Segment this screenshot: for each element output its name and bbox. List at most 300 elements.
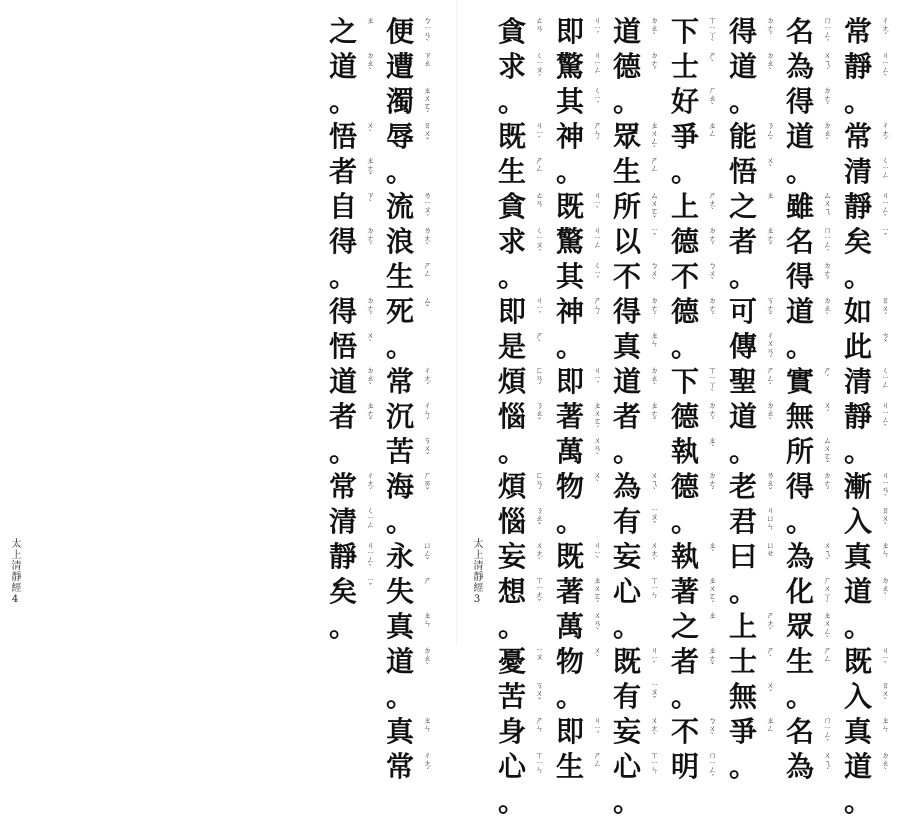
punctuation-mark: 。 [555,680,584,713]
character-cell [496,154,554,189]
zhuyin-annotation: ㄓㄥ [708,121,717,137]
hanzi-character: 可 [728,295,757,328]
zhuyin-annotation: ㄒㄧㄣ [650,576,659,599]
character-cell [554,259,612,294]
character-cell [554,469,612,504]
hanzi-character: 身 [497,715,526,748]
character-cell [669,329,727,364]
hanzi-character: 即 [555,15,584,48]
character-cell [554,329,612,364]
hanzi-character: 聖 [728,365,757,398]
character-cell [727,14,785,49]
character-cell [842,644,900,679]
character-cell [727,294,785,329]
zhuyin-annotation: ㄑㄧㄡˊ [535,226,544,258]
punctuation-mark: 。 [843,610,872,643]
hanzi-character: 靜 [843,190,872,223]
punctuation-mark: 。 [728,435,757,468]
zhuyin-annotation: ㄉㄜˊ [650,296,659,321]
zhuyin-annotation: ㄓㄜˇ [766,226,775,251]
hanzi-character: 道 [728,50,757,83]
zhuyin-annotation: ㄖㄨˇ [423,121,432,146]
character-cell [384,189,442,224]
zhuyin-annotation: ㄧㄡˇ [650,506,659,530]
hanzi-character: 真 [385,610,414,643]
zhuyin-annotation: ㄐㄧˋ [650,646,659,670]
hanzi-character: 者 [670,645,699,678]
character-cell [496,644,554,679]
zhuyin-annotation: ㄊㄢ [535,16,544,32]
character-cell [669,189,727,224]
hanzi-character: 靜 [843,50,872,83]
zhuyin-annotation: ㄉㄠˋ [366,51,375,76]
hanzi-character: 生 [497,155,526,188]
punctuation-mark: 。 [385,155,414,188]
punctuation-mark: 。 [385,330,414,363]
character-cell [727,749,785,784]
character-cell [496,574,554,609]
zhuyin-annotation: ㄩㄝ [766,541,775,557]
zhuyin-annotation: ㄧˇ [881,226,890,242]
hanzi-character: 化 [785,575,814,608]
character-cell [727,364,785,399]
zhuyin-annotation: ㄅㄨˋ [650,261,659,286]
hanzi-character: 苦 [497,680,526,713]
character-cell [842,469,900,504]
character-cell [727,609,785,644]
zhuyin-annotation: ㄐㄩㄣ [766,506,775,530]
character-cell [327,119,385,154]
character-cell [554,84,612,119]
character-cell [727,469,785,504]
hanzi-character: 得 [612,295,641,328]
punctuation-mark: 。 [728,85,757,118]
character-cell [611,714,669,749]
punctuation-mark: 。 [328,435,357,468]
hanzi-character: 神 [555,295,584,328]
hanzi-character: 悟 [728,155,757,188]
zhuyin-annotation: ㄧㄡˇ [650,681,659,705]
character-cell [554,14,612,49]
zhuyin-annotation: ㄔㄤˊ [366,471,375,496]
hanzi-character: 士 [670,50,699,83]
hanzi-character: 其 [555,260,584,293]
zhuyin-annotation: ㄇㄧㄥˊ [823,716,832,748]
character-cell [611,154,669,189]
hanzi-character: 是 [497,330,526,363]
zhuyin-annotation: ㄋㄠˇ [535,506,544,531]
character-cell [784,294,842,329]
character-cell [727,189,785,224]
zhuyin-annotation: ㄨˋ [366,331,375,348]
character-cell [327,189,385,224]
hanzi-character: 不 [670,715,699,748]
character-cell [384,364,442,399]
hanzi-character: 既 [555,540,584,573]
zhuyin-annotation: ㄩㄥˇ [423,541,432,566]
zhuyin-annotation: ㄨㄟˋ [823,541,832,566]
hanzi-character: 名 [785,15,814,48]
zhuyin-annotation: ㄒㄧㄣ [650,751,659,774]
punctuation-mark: 。 [728,260,757,293]
character-cell [669,154,727,189]
character-cell [669,119,727,154]
hanzi-character: 道 [785,120,814,153]
character-cell [842,539,900,574]
zhuyin-annotation: ㄨㄤˋ [535,541,544,566]
page-number: 4 [11,594,19,605]
zhuyin-annotation: ㄓㄨㄛˊ [593,576,602,609]
zhuyin-annotation: ㄨㄢˋ [593,611,602,636]
character-cell [842,119,900,154]
punctuation-mark: 。 [670,155,699,188]
zhuyin-annotation: ㄨㄤˋ [650,716,659,741]
character-cell [554,574,612,609]
character-cell [784,644,842,679]
character-cell [669,749,727,784]
zhuyin-annotation: ㄑㄧˊ [593,86,602,110]
hanzi-character: 德 [670,225,699,258]
character-cell [554,399,612,434]
character-cell [611,504,669,539]
hanzi-character: 德 [612,50,641,83]
zhuyin-annotation: ㄕㄥˋ [766,366,775,391]
zhuyin-annotation: ㄐㄧˊ [535,296,544,320]
character-cell [611,329,669,364]
text-column [842,14,900,819]
character-cell [784,259,842,294]
zhuyin-annotation: ㄓㄣ [650,331,659,347]
character-cell [384,609,442,644]
character-cell [842,679,900,714]
hanzi-character: 道 [328,50,357,83]
punctuation-mark: 。 [555,155,584,188]
character-cell [784,189,842,224]
zhuyin-annotation: ㄑㄧㄥ [366,506,375,529]
character-cell [384,714,442,749]
hanzi-character: 不 [670,260,699,293]
character-cell [327,539,385,574]
character-cell [784,364,842,399]
zhuyin-annotation: ㄙㄨㄛˇ [823,436,832,469]
zhuyin-annotation: ㄓㄣ [881,716,890,732]
character-cell [554,609,612,644]
zhuyin-annotation: ㄖㄨˋ [881,681,890,706]
character-cell [669,49,727,84]
punctuation-mark: 。 [385,680,414,713]
character-cell [327,574,385,609]
hanzi-character: 道 [612,365,641,398]
zhuyin-annotation: ㄗˋ [366,191,375,208]
character-cell [727,329,785,364]
zhuyin-annotation: ㄐㄧˋ [881,646,890,670]
zhuyin-annotation: ㄕˋ [766,646,775,663]
hanzi-character: 曰 [728,540,757,573]
punctuation-mark: 。 [785,505,814,538]
hanzi-character: 雖 [785,190,814,223]
punctuation-mark: 。 [670,330,699,363]
hanzi-character: 下 [670,15,699,48]
zhuyin-annotation: ㄐㄧㄥˋ [366,541,375,573]
hanzi-character: 即 [555,715,584,748]
zhuyin-annotation: ㄖㄨˊ [881,296,890,321]
hanzi-character: 神 [555,120,584,153]
character-cell [384,469,442,504]
hanzi-character: 物 [555,645,584,678]
character-cell [727,574,785,609]
character-cell [496,224,554,259]
character-cell [384,574,442,609]
punctuation-mark: 。 [555,505,584,538]
hanzi-character: 為 [785,540,814,573]
hanzi-character: 道 [843,750,872,783]
zhuyin-annotation: ㄑㄧㄡˊ [535,51,544,83]
character-cell [842,609,900,644]
hanzi-character: 之 [670,610,699,643]
character-cell [842,574,900,609]
hanzi-character: 得 [728,15,757,48]
hanzi-character: 道 [385,645,414,678]
zhuyin-annotation: ㄕㄥ [650,156,659,172]
hanzi-character: 心 [497,750,526,783]
zhuyin-annotation: ㄐㄧˋ [535,121,544,145]
character-cell [842,364,900,399]
punctuation-mark: 。 [328,85,357,118]
character-cell [669,609,727,644]
character-cell [327,49,385,84]
punctuation-mark: 。 [843,435,872,468]
character-cell [496,679,554,714]
punctuation-mark: 。 [612,435,641,468]
zhuyin-annotation: ㄔㄨㄢˊ [766,331,775,364]
text-column [554,14,612,784]
zhuyin-annotation: ㄨˊ [823,401,832,418]
character-cell [669,574,727,609]
character-cell [384,119,442,154]
character-cell [669,644,727,679]
zhuyin-annotation: ㄉㄠˋ [823,121,832,146]
hanzi-character: 入 [843,505,872,538]
character-cell [554,49,612,84]
hanzi-character: 驚 [555,225,584,258]
hanzi-character: 矣 [328,575,357,608]
character-cell [842,749,900,784]
character-cell [727,49,785,84]
zhuyin-annotation: ㄕˋ [535,331,544,348]
punctuation-mark: 。 [670,680,699,713]
character-cell [784,714,842,749]
hanzi-character: 得 [785,260,814,293]
zhuyin-annotation: ㄓˊ [708,436,717,453]
zhuyin-annotation: ㄈㄢˊ [535,366,544,391]
character-cell [384,329,442,364]
character-cell [384,14,442,49]
hanzi-character: 辱 [385,120,414,153]
zhuyin-annotation: ㄙˇ [423,296,432,313]
hanzi-character: 萬 [555,610,584,643]
book-title-label: 太上清靜經 [471,538,482,593]
character-cell [327,329,385,364]
character-cell [384,154,442,189]
character-cell [611,609,669,644]
character-cell [784,539,842,574]
punctuation-mark: 。 [843,785,872,818]
zhuyin-annotation: ㄇㄧㄥˊ [823,16,832,48]
character-cell [611,49,669,84]
hanzi-character: 靜 [843,400,872,433]
punctuation-mark: 。 [843,85,872,118]
punctuation-mark: 。 [328,610,357,643]
zhuyin-annotation: ㄓㄨㄛˊ [423,86,432,119]
zhuyin-annotation: ㄕㄤˋ [708,191,717,216]
hanzi-character: 道 [785,295,814,328]
character-cell [554,679,612,714]
zhuyin-annotation: ㄧㄡ [535,646,544,661]
character-cell [669,84,727,119]
zhuyin-annotation: ㄕㄥ [823,646,832,662]
character-cell [554,714,612,749]
hanzi-character: 心 [612,575,641,608]
hanzi-character: 常 [385,365,414,398]
character-cell [384,399,442,434]
hanzi-character: 既 [612,645,641,678]
character-cell [554,294,612,329]
zhuyin-annotation: ㄈㄢˊ [535,471,544,496]
character-cell [669,294,727,329]
punctuation-mark: 。 [612,85,641,118]
hanzi-character: 悟 [328,120,357,153]
zhuyin-annotation: ㄓㄜˇ [366,401,375,426]
zhuyin-annotation: ㄐㄧˊ [593,16,602,40]
zhuyin-annotation: ㄕㄥ [535,156,544,172]
zhuyin-annotation: ㄓㄣ [423,716,432,732]
zhuyin-annotation: ㄌㄠˇ [766,471,775,496]
zhuyin-annotation: ㄓ [366,16,375,24]
hanzi-character: 如 [843,295,872,328]
hanzi-character: 得 [785,85,814,118]
character-cell [611,399,669,434]
zhuyin-annotation: ㄉㄜˊ [708,401,717,426]
hanzi-character: 憂 [497,645,526,678]
character-cell [784,574,842,609]
zhuyin-annotation: ㄏㄠˋ [708,86,717,111]
character-cell [784,399,842,434]
character-cell [496,189,554,224]
character-cell [784,224,842,259]
character-cell [554,504,612,539]
character-cell [842,189,900,224]
character-cell [669,469,727,504]
zhuyin-annotation: ㄏㄞˇ [423,471,432,496]
character-cell [496,469,554,504]
zhuyin-annotation: ㄎㄨˇ [535,681,544,706]
zhuyin-annotation: ㄉㄠˋ [881,576,890,601]
punctuation-mark: 。 [612,785,641,818]
zhuyin-annotation: ㄐㄧㄥ [593,226,602,249]
hanzi-character: 常 [843,15,872,48]
hanzi-character: 心 [612,750,641,783]
hanzi-character: 者 [328,155,357,188]
character-cell [611,119,669,154]
hanzi-character: 此 [843,330,872,363]
zhuyin-annotation: ㄒㄧㄤˇ [535,576,544,608]
hanzi-character: 無 [785,400,814,433]
character-cell [727,644,785,679]
character-cell [327,469,385,504]
character-cell [669,679,727,714]
character-cell [784,504,842,539]
character-cell [554,644,612,679]
hanzi-character: 德 [670,470,699,503]
hanzi-character: 真 [612,330,641,363]
hanzi-character: 執 [670,435,699,468]
zhuyin-annotation: ㄔㄤˊ [423,751,432,776]
character-cell [327,294,385,329]
hanzi-character: 失 [385,575,414,608]
hanzi-character: 著 [555,400,584,433]
hanzi-character: 生 [555,750,584,783]
page-left [0,0,457,783]
character-cell [611,679,669,714]
text-column [784,14,842,784]
character-cell [842,434,900,469]
punctuation-mark: 。 [497,610,526,643]
character-cell [611,364,669,399]
hanzi-character: 驚 [555,50,584,83]
character-cell [327,399,385,434]
hanzi-character: 既 [555,190,584,223]
zhuyin-annotation: ㄎㄨˇ [423,436,432,461]
character-cell [496,119,554,154]
zhuyin-annotation: ㄋㄥˊ [766,121,775,146]
zhuyin-annotation: ㄉㄠˋ [423,646,432,671]
character-cell [496,539,554,574]
hanzi-character: 浪 [385,225,414,258]
hanzi-character: 生 [785,645,814,678]
zhuyin-annotation: ㄐㄧˊ [593,716,602,740]
character-cell [327,259,385,294]
punctuation-mark: 。 [728,750,757,783]
punctuation-mark: 。 [555,330,584,363]
hanzi-character: 悟 [328,330,357,363]
zhuyin-annotation: ㄕˋ [708,51,717,68]
character-cell [384,259,442,294]
hanzi-character: 眾 [785,610,814,643]
character-cell [611,539,669,574]
character-cell [554,434,612,469]
zhuyin-annotation: ㄓㄨㄛˊ [708,576,717,609]
hanzi-character: 得 [328,225,357,258]
zhuyin-annotation: ㄨˋ [593,471,602,488]
character-cell [327,14,385,49]
hanzi-character: 真 [843,540,872,573]
zhuyin-annotation: ㄉㄜˊ [650,51,659,76]
zhuyin-annotation: ㄉㄜˊ [366,296,375,321]
hanzi-character: 海 [385,470,414,503]
zhuyin-annotation: ㄒㄧㄚˋ [708,16,717,48]
zhuyin-annotation: ㄕㄣˊ [593,296,602,321]
character-cell [842,294,900,329]
character-cell [842,504,900,539]
zhuyin-annotation: ㄌㄤˋ [423,226,432,251]
character-cell [842,84,900,119]
zhuyin-annotation: ㄙㄨㄛˇ [650,191,659,224]
hanzi-character: 士 [728,645,757,678]
hanzi-character: 有 [612,505,641,538]
page-footer-right [470,538,484,606]
character-cell [496,14,554,49]
zhuyin-annotation: ㄉㄠˋ [366,366,375,391]
